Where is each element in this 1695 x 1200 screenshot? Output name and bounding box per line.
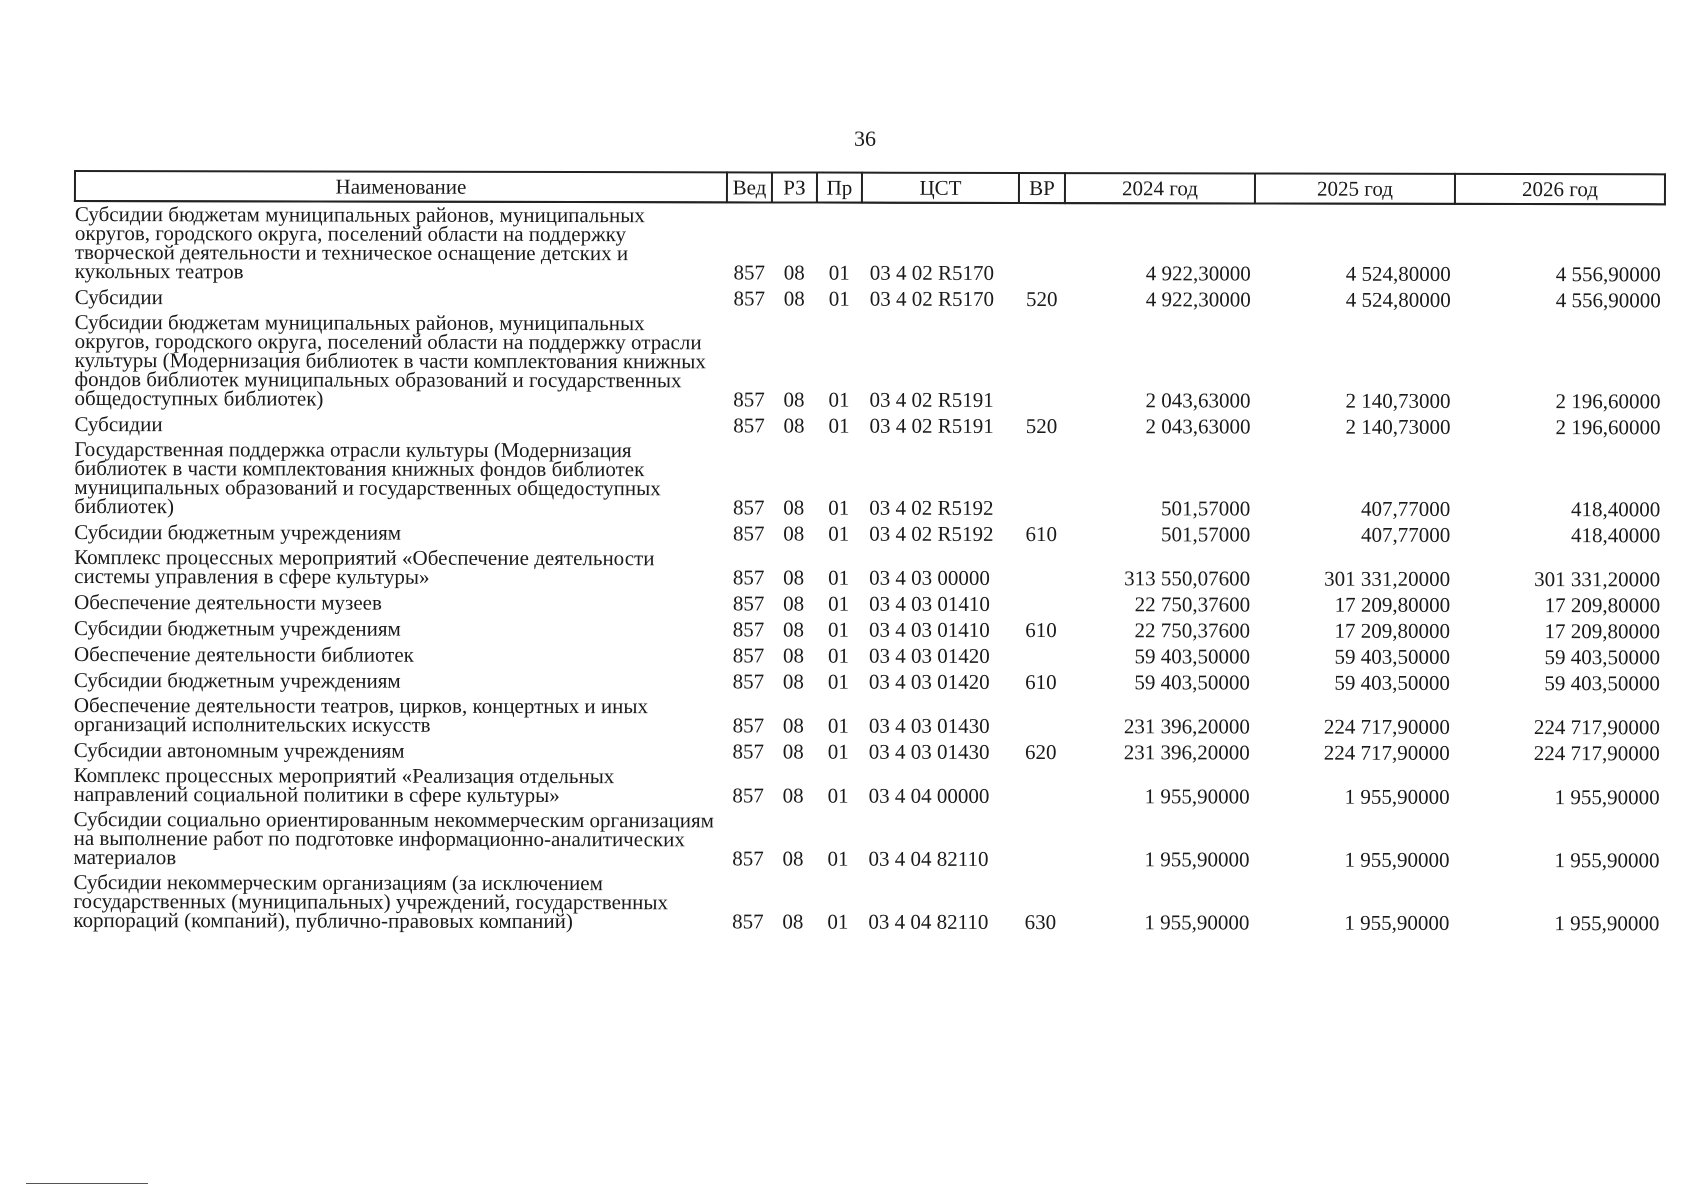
row-ved: 857: [732, 521, 765, 546]
row-2025: 1 955,90000: [1344, 847, 1450, 872]
row-2025: 1 955,90000: [1344, 910, 1450, 935]
row-vr: 520: [1025, 286, 1058, 312]
row-vr: [1018, 312, 1064, 413]
row-2026: 1 955,90000: [1554, 785, 1660, 810]
table-row: [74, 737, 1664, 766]
row-vr: [1018, 439, 1064, 521]
row-vr: 620: [1025, 739, 1057, 765]
row-ved: 857: [733, 286, 766, 311]
page-number: 36: [854, 126, 876, 151]
header-2024: 2024 год: [1065, 173, 1255, 203]
row-2025: 407,77000: [1360, 522, 1451, 547]
row-ved: 857: [732, 739, 765, 764]
row-rz: 08: [783, 521, 805, 546]
row-rz: 08: [782, 669, 804, 694]
row-rz: 08: [782, 783, 804, 808]
row-2026: 301 331,20000: [1534, 567, 1661, 592]
row-2025: 4 524,80000: [1345, 287, 1451, 312]
row-2024: 1 955,90000: [1144, 784, 1250, 809]
row-rz: 08: [783, 617, 805, 642]
row-2025: 407,77000: [1361, 496, 1451, 521]
row-2024: 501,57000: [1161, 496, 1251, 521]
row-vr: [1018, 547, 1064, 591]
row-2025: 2 140,73000: [1345, 414, 1451, 439]
row-pr: 01: [827, 643, 850, 668]
row-2024: 59 403,50000: [1134, 670, 1250, 695]
row-ved: 857: [733, 413, 765, 438]
table-body: [73, 201, 1665, 936]
row-pr: 01: [827, 783, 849, 808]
row-2024: 2 043,63000: [1145, 414, 1251, 439]
row-vr: [1018, 809, 1064, 872]
row-2024: 4 922,30000: [1145, 287, 1251, 312]
table-row: [74, 437, 1664, 522]
row-2024: 231 396,20000: [1123, 714, 1250, 739]
row-2025: 224 717,90000: [1323, 714, 1450, 739]
row-pr: 01: [827, 909, 849, 934]
row-ved: 857: [732, 783, 764, 808]
table-row: [74, 615, 1664, 644]
row-2025: 4 524,80000: [1345, 261, 1451, 286]
row-2025: 17 209,80000: [1334, 618, 1451, 643]
row-2026: 59 403,50000: [1544, 645, 1661, 670]
row-ved: 857: [732, 617, 765, 642]
header-cst: ЦСТ: [862, 173, 1019, 203]
row-ved: 857: [732, 669, 765, 694]
row-name: Комплекс процессных мероприятий «Обеспечение деятельности системы управления в сфере культуры»: [74, 545, 655, 589]
row-rz: 08: [783, 260, 805, 285]
row-2025: 224 717,90000: [1323, 740, 1450, 765]
row-name: Комплекс процессных мероприятий «Реализация отдельных направлений социальной политики в сфере культуры»: [73, 763, 615, 808]
row-2025: 59 403,50000: [1334, 644, 1451, 669]
budget-table: [72, 170, 1666, 936]
row-pr: 01: [828, 591, 850, 616]
header-ved: Вед: [727, 172, 772, 202]
row-2026: 17 209,80000: [1544, 593, 1661, 618]
row-2026: 2 196,60000: [1555, 415, 1661, 440]
row-cst: 03 4 03 01410: [869, 591, 990, 616]
row-pr: 01: [827, 713, 849, 738]
row-2025: 59 403,50000: [1334, 670, 1450, 695]
row-vr: 610: [1025, 617, 1057, 643]
row-name: Государственная поддержка отрасли культуры (Модернизация библиотек в части комплектования книжных фондов библиотек муниципальных образований и государственных общедоступных библиотек): [74, 437, 661, 519]
row-cst: 03 4 03 01410: [869, 617, 990, 642]
header-2025: 2025 год: [1255, 173, 1455, 203]
row-vr: [1018, 765, 1064, 809]
header-name: Наименование: [75, 171, 727, 202]
row-pr: 01: [827, 669, 849, 694]
row-cst: 03 4 04 82110: [868, 846, 989, 871]
row-pr: 01: [828, 413, 850, 438]
row-name: Субсидии бюджетам муниципальных районов, муниципальных округов, городского округа, поселений области на поддержку творческой деятельности и техническое оснащение детских и кукольных театров: [74, 202, 645, 284]
row-2024: 231 396,20000: [1123, 740, 1250, 765]
row-rz: 08: [782, 846, 804, 871]
row-cst: 03 4 04 00000: [868, 783, 990, 808]
row-rz: 08: [783, 591, 805, 616]
row-name: Субсидии: [74, 412, 163, 437]
row-rz: 08: [783, 413, 805, 438]
row-2026: 59 403,50000: [1544, 671, 1660, 696]
row-ved: 857: [732, 846, 764, 871]
row-cst: 03 4 03 01420: [868, 643, 990, 668]
row-pr: 01: [827, 846, 849, 871]
row-cst: 03 4 04 82110: [868, 909, 989, 934]
row-2026: 4 556,90000: [1555, 288, 1661, 313]
row-rz: 08: [783, 565, 805, 590]
row-2024: 59 403,50000: [1134, 644, 1251, 669]
row-vr: [1019, 203, 1065, 286]
row-rz: 08: [782, 713, 804, 738]
row-2024: 501,57000: [1160, 522, 1251, 547]
row-ved: 857: [732, 643, 765, 668]
row-2024: 1 955,90000: [1144, 847, 1250, 872]
table-row: [74, 589, 1664, 618]
row-pr: 01: [828, 495, 850, 520]
table-row: [74, 545, 1664, 592]
row-ved: 857: [732, 591, 765, 616]
row-2024: 22 750,37600: [1134, 618, 1251, 643]
row-2026: 2 196,60000: [1555, 389, 1661, 414]
row-name: Субсидии бюджетным учреждениям: [74, 616, 401, 641]
table-row: [74, 807, 1664, 873]
row-pr: 01: [828, 521, 850, 546]
row-ved: 857: [732, 565, 765, 590]
row-name: Субсидии бюджетным учреждениям: [74, 520, 402, 545]
table-row: [74, 667, 1664, 696]
row-2026: 17 209,80000: [1544, 619, 1661, 644]
row-vr: [1018, 591, 1064, 617]
footer-rule: [26, 1183, 148, 1184]
row-2025: 2 140,73000: [1345, 388, 1451, 413]
row-name: Субсидии: [74, 285, 163, 310]
row-cst: 03 4 02 R5192: [869, 495, 994, 520]
row-ved: 857: [732, 909, 764, 934]
row-name: Субсидии бюджетам муниципальных районов, муниципальных округов, городского округа, поселений области на поддержку отрасли культуры (Модернизация библиотек в части комплектования книжных фондов библиотек муниципальных образований и государственных общедоступных библиотек): [74, 310, 706, 411]
row-2025: 301 331,20000: [1324, 566, 1451, 591]
row-2024: 313 550,07600: [1124, 566, 1251, 591]
row-vr: 630: [1024, 909, 1057, 935]
row-name: Субсидии некоммерческим организациям (за исключением государственных (муниципальных) учреждений, государственных корпораций (компаний), публично-правовых компаний): [73, 870, 669, 934]
row-cst: 03 4 02 R5170: [869, 260, 995, 285]
row-pr: 01: [828, 387, 850, 412]
row-cst: 03 4 03 01430: [868, 739, 990, 764]
row-cst: 03 4 02 R5192: [869, 521, 994, 546]
row-rz: 08: [783, 495, 805, 520]
row-2025: 1 955,90000: [1344, 784, 1450, 809]
row-2025: 17 209,80000: [1334, 592, 1451, 617]
table-row: [75, 201, 1665, 287]
table-row: [74, 763, 1664, 810]
header-rz: РЗ: [772, 172, 817, 202]
table-row: [74, 310, 1664, 414]
row-2026: 4 556,90000: [1555, 262, 1661, 287]
row-rz: 08: [783, 387, 805, 412]
row-cst: 03 4 02 R5191: [869, 387, 994, 412]
row-2026: 224 717,90000: [1533, 715, 1660, 740]
table-header: [75, 171, 1665, 204]
table-row: [74, 641, 1664, 670]
row-name: Субсидии социально ориентированным некоммерческим организациям на выполнение работ по подготовке информационно-аналитических материалов: [73, 807, 715, 870]
header-vr: ВР: [1019, 173, 1065, 203]
table-row: [73, 870, 1663, 936]
row-cst: 03 4 02 R5170: [869, 286, 995, 311]
row-ved: 857: [733, 387, 765, 412]
row-name: Обеспечение деятельности музеев: [74, 590, 382, 615]
header-pr: Пр: [817, 173, 862, 203]
row-vr: [1018, 643, 1064, 669]
row-cst: 03 4 03 01420: [868, 669, 990, 694]
row-rz: 08: [782, 643, 805, 668]
row-2024: 1 955,90000: [1144, 910, 1250, 935]
table-row: [74, 693, 1664, 740]
row-name: Субсидии автономным учреждениям: [73, 738, 405, 763]
table-row: [74, 519, 1664, 548]
table-row: [74, 411, 1664, 440]
row-2024: 2 043,63000: [1145, 388, 1251, 413]
row-cst: 03 4 02 R5191: [869, 413, 994, 438]
row-2026: 418,40000: [1570, 523, 1661, 548]
row-2024: 4 922,30000: [1145, 261, 1251, 286]
row-pr: 01: [828, 617, 850, 642]
row-pr: 01: [828, 260, 850, 285]
row-name: Обеспечение деятельности театров, цирков, концертных и иных организаций исполнительских искусств: [73, 693, 648, 737]
row-name: Субсидии бюджетным учреждениям: [73, 668, 401, 693]
row-vr: 610: [1025, 669, 1057, 695]
row-vr: 520: [1025, 413, 1058, 439]
row-2026: 1 955,90000: [1554, 911, 1660, 936]
row-rz: 08: [783, 286, 805, 311]
row-ved: 857: [733, 260, 766, 285]
row-ved: 857: [733, 495, 765, 520]
row-vr: 610: [1025, 521, 1058, 547]
row-cst: 03 4 03 01430: [868, 713, 990, 738]
header-2026: 2026 год: [1455, 174, 1665, 204]
row-ved: 857: [732, 713, 765, 738]
row-rz: 08: [782, 909, 804, 934]
row-name: Обеспечение деятельности библиотек: [73, 642, 414, 667]
row-rz: 08: [782, 739, 804, 764]
row-2024: 22 750,37600: [1134, 592, 1251, 617]
row-pr: 01: [828, 286, 850, 311]
row-2026: 418,40000: [1571, 497, 1661, 522]
row-pr: 01: [828, 565, 850, 590]
table-row: [75, 284, 1665, 313]
row-pr: 01: [827, 739, 849, 764]
row-cst: 03 4 03 00000: [869, 565, 990, 590]
row-2026: 224 717,90000: [1533, 741, 1660, 766]
row-vr: [1018, 695, 1064, 739]
row-2026: 1 955,90000: [1554, 848, 1660, 873]
